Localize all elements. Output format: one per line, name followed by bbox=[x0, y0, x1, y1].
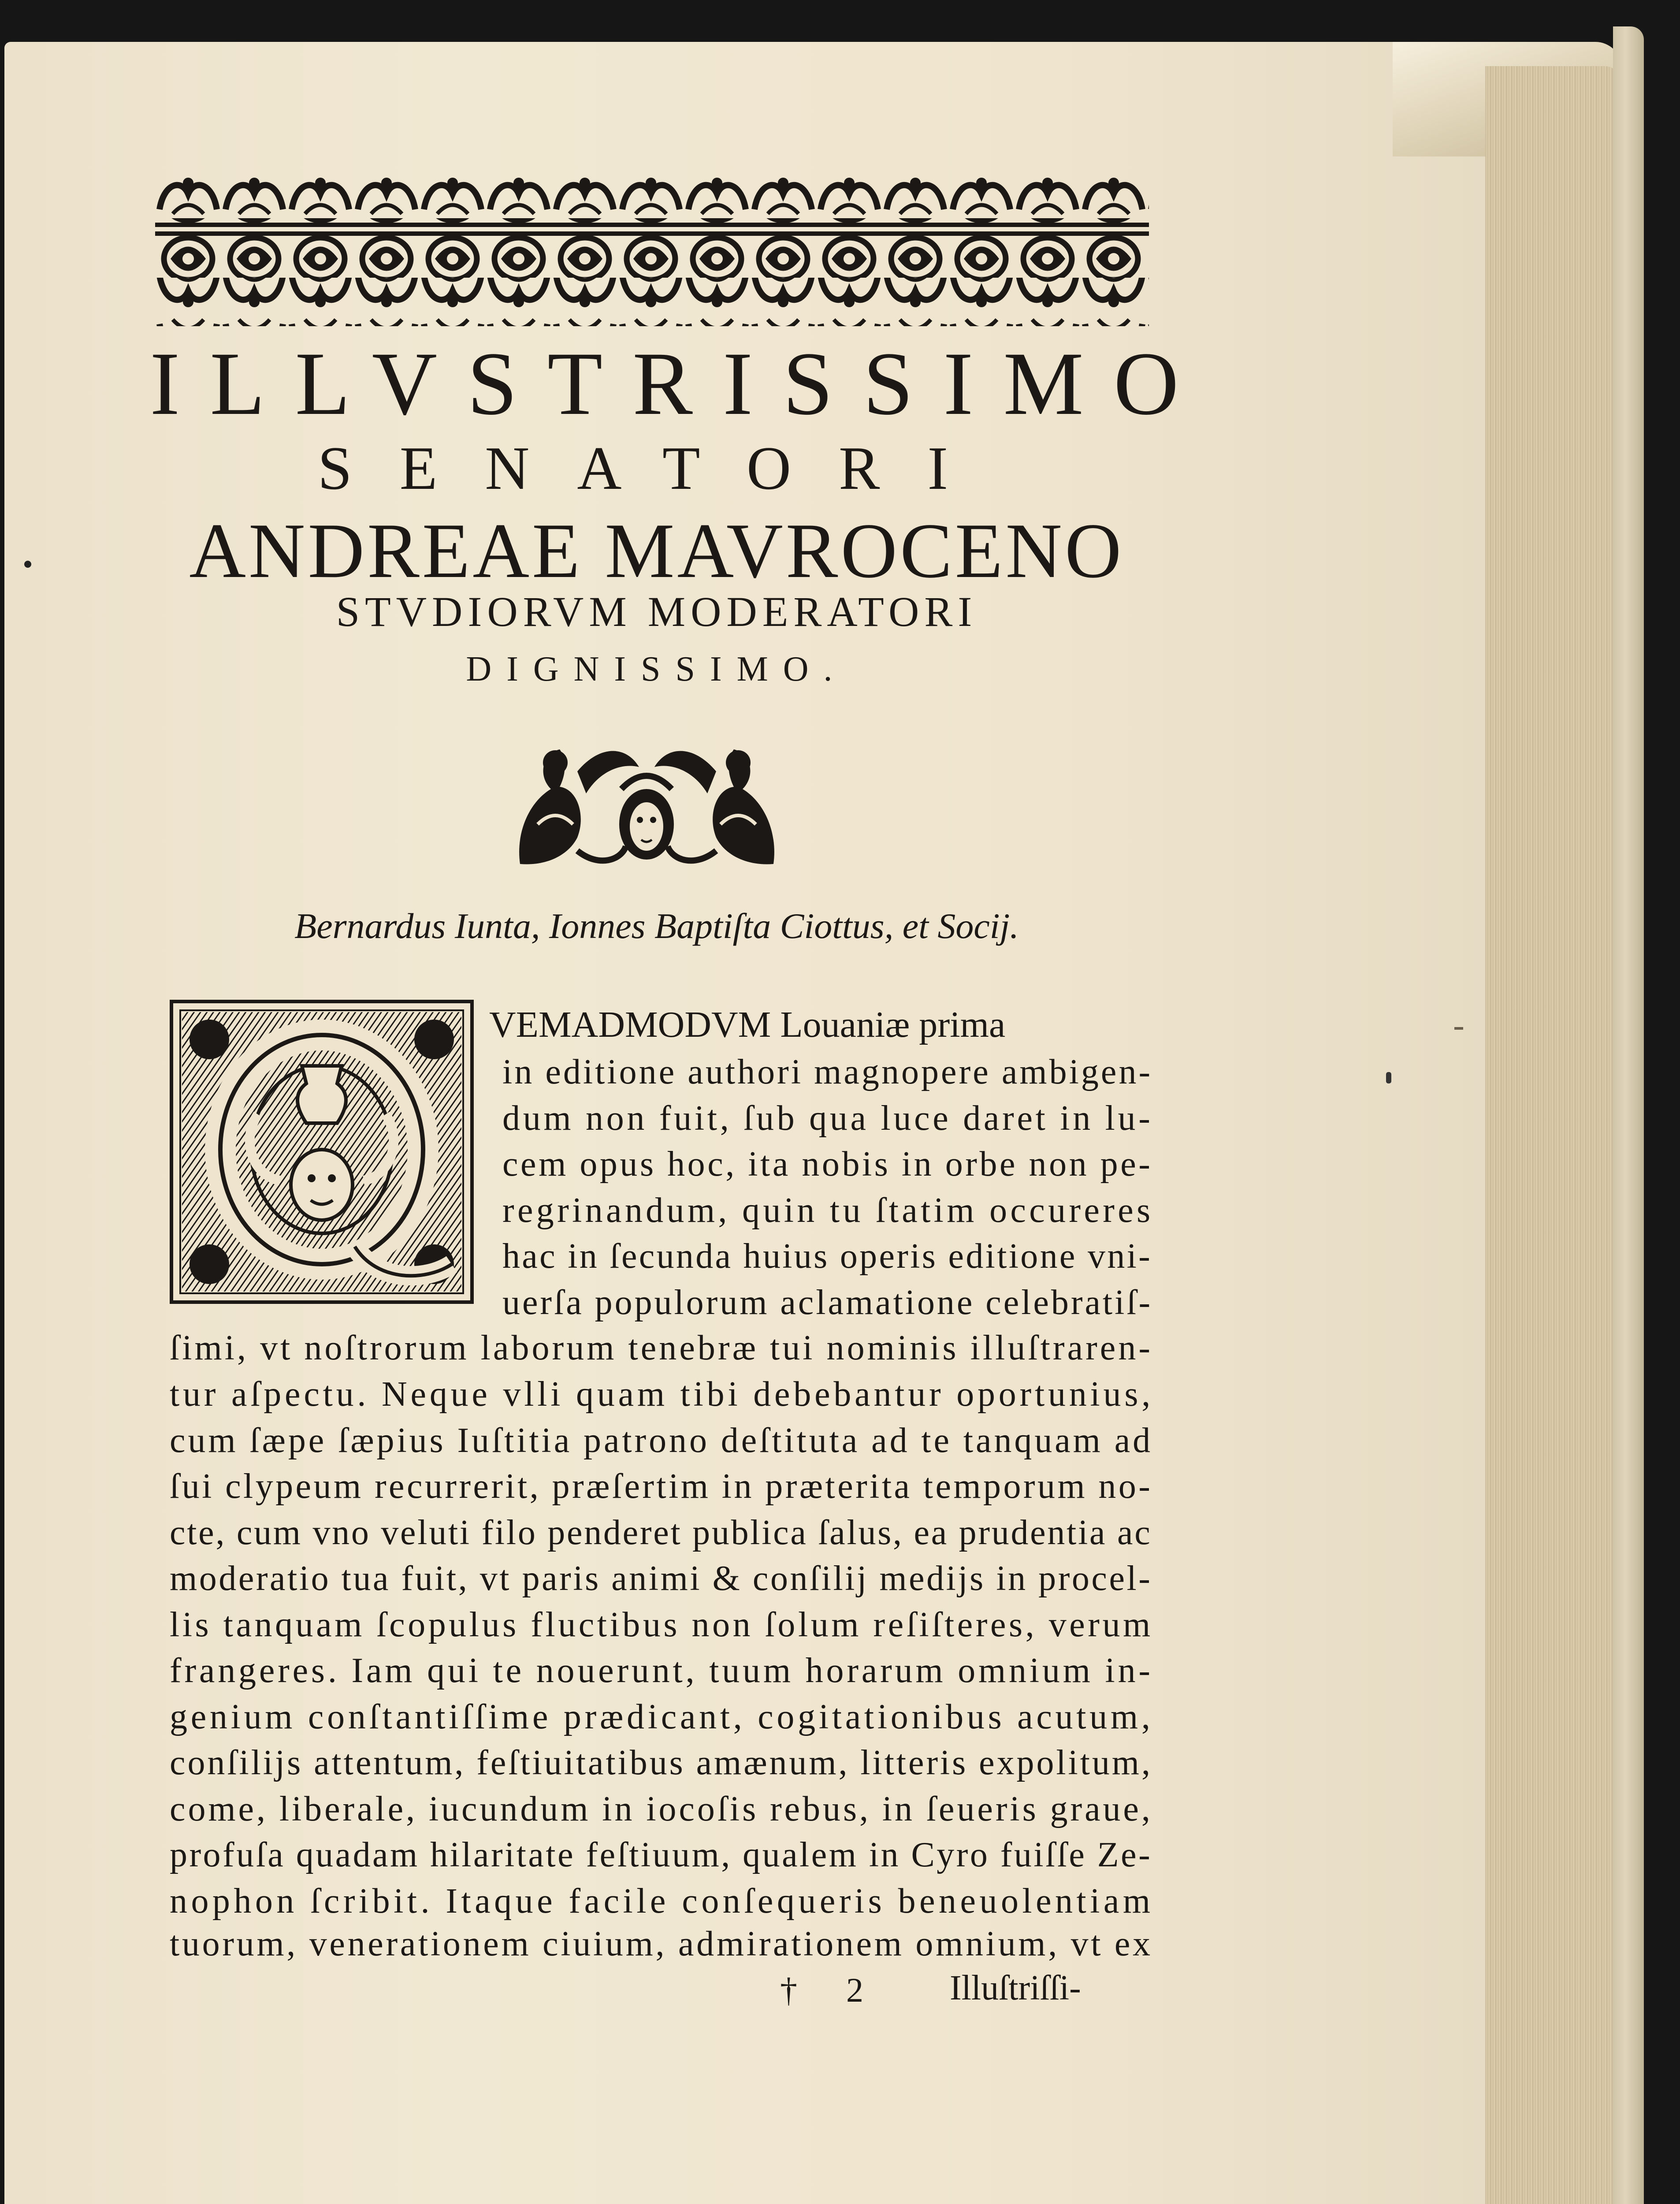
body-line: VEMADMODVM Louaniæ prima bbox=[489, 1004, 1006, 1045]
signature-mark: † bbox=[780, 1971, 797, 2009]
body-line: conſilijs attentum, feſtiuitatibus amænum, litteris expolitum, bbox=[170, 1743, 1152, 1782]
ink-dot bbox=[24, 561, 31, 568]
woodcut-ornament bbox=[511, 736, 782, 871]
body-line: profuſa quadam hilaritate feſtiuum, qualem in Cyro fuiſſe Ze- bbox=[170, 1835, 1152, 1874]
heading-line-5: DIGNISSIMO. bbox=[466, 650, 847, 689]
body-line: moderatio tua fuit, vt paris animi & conſilij medijs in procel- bbox=[170, 1559, 1152, 1598]
heading-line-1: ILLVSTRISSIMO bbox=[150, 334, 1209, 434]
margin-mark bbox=[1386, 1072, 1391, 1083]
margin-mark bbox=[1454, 1027, 1463, 1030]
signature-number: 2 bbox=[846, 1971, 863, 2009]
body-line: cte, cum vno veluti filo penderet publica ſalus, ea prudentia ac bbox=[170, 1513, 1152, 1552]
body-line: ſui clypeum recurrerit, præſertim in præterita temporum no- bbox=[170, 1467, 1153, 1506]
body-line: dum non fuit, ſub qua luce daret in lu- bbox=[502, 1099, 1153, 1138]
binding-edge bbox=[1613, 26, 1644, 2204]
heading-line-4: STVDIORVM MODERATORI bbox=[336, 588, 978, 635]
body-line: cum ſæpe ſæpius Iuſtitia patrono deſtituta ad te tanquam ad bbox=[170, 1421, 1153, 1460]
heading-line-2: SENATORI bbox=[317, 434, 996, 503]
catchword: Illuſtriſſi- bbox=[950, 1969, 1081, 2007]
body-line: regrinandum, quin tu ſtatim occureres bbox=[502, 1191, 1154, 1230]
body-line: frangeres. Iam qui te nouerunt, tuum horarum omnium in- bbox=[170, 1651, 1153, 1690]
body-line: lis tanquam ſcopulus fluctibus non ſolum reſiſteres, verum bbox=[170, 1605, 1153, 1644]
body-line: ſimi, vt noſtrorum laborum tenebræ tui nominis illuſtraren- bbox=[170, 1329, 1153, 1367]
heading-line-3: ANDREAE MAVROCENO bbox=[189, 507, 1124, 594]
body-line: hac in ſecunda huius operis editione vni- bbox=[502, 1237, 1152, 1276]
text-block-edge bbox=[1485, 66, 1622, 2204]
body-line: cem opus hoc, ita nobis in orbe non pe- bbox=[502, 1145, 1153, 1184]
body-line: uerſa populorum aclamatione celebratiſ- bbox=[502, 1283, 1153, 1322]
historiated-initial-q bbox=[170, 1000, 474, 1304]
body-line: tuorum, venerationem ciuium, admirationem omnium, vt ex bbox=[170, 1925, 1153, 1963]
body-line: come, liberale, iucundum in iocoſis rebus, in ſeueris graue, bbox=[170, 1790, 1153, 1828]
body-line: in editione authori magnopere ambigen- bbox=[502, 1053, 1153, 1091]
body-line: nophon ſcribit. Itaque facile conſequeris beneuolentiam bbox=[170, 1882, 1154, 1921]
body-line: genium conſtantiſſime prædicant, cogitationibus acutum, bbox=[170, 1698, 1154, 1736]
publishers-line: Bernardus Iunta, Ionnes Baptiſta Ciottus, et Socij. bbox=[294, 906, 1019, 946]
headpiece-ornament bbox=[155, 170, 1149, 326]
body-line: tur aſpectu. Neque vlli quam tibi debebantur oportunius, bbox=[170, 1375, 1154, 1414]
